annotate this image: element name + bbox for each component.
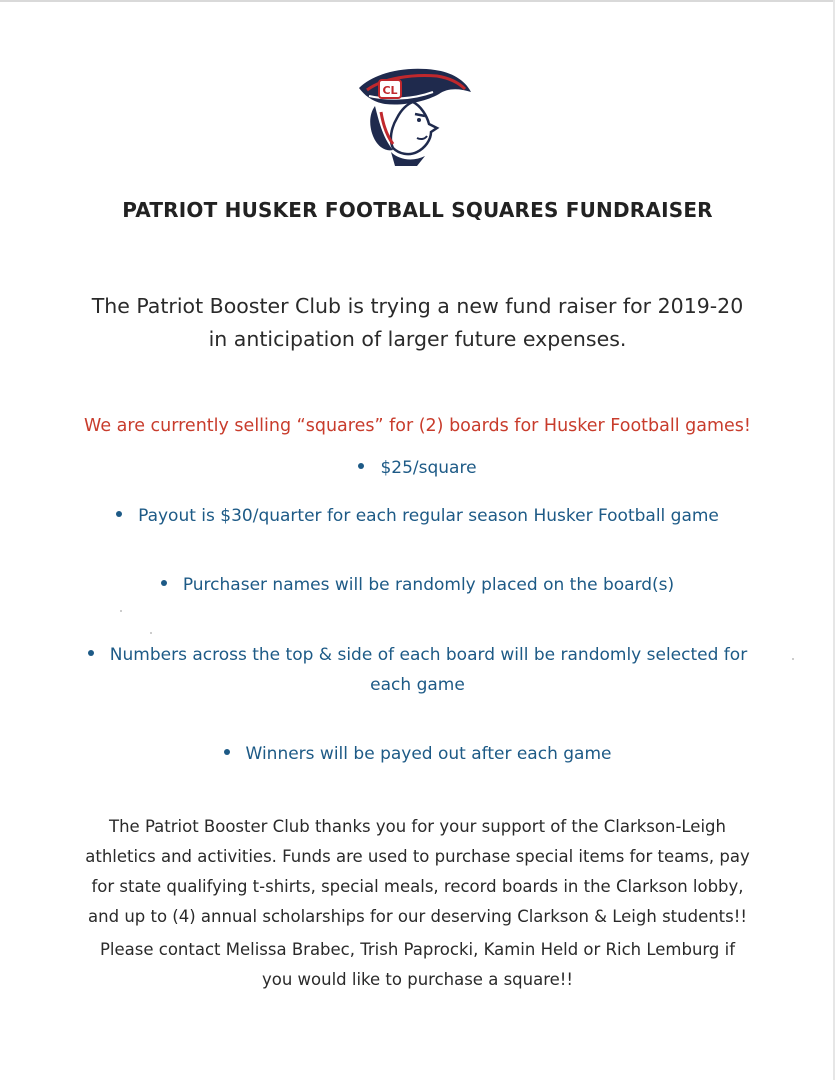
bullet-text: Purchaser names will be randomly placed on the board(s) (182, 575, 675, 595)
bullet-purchaser-names (0, 570, 835, 600)
scan-speck (150, 632, 152, 634)
contact-line: Please contact Melissa Brabec, Trish Paprocki, Kamin Held or Rich Lemburg if (99, 940, 736, 959)
bullet-dot-icon (116, 511, 122, 517)
thank-you-line: athletics and activities. Funds are used to purchase special items for teams, pay (85, 847, 750, 866)
bullet-dot-icon (161, 580, 167, 586)
bullet-numbers (0, 640, 835, 700)
bullet-dot-icon (358, 463, 364, 469)
bullet-price (0, 453, 835, 483)
scan-speck (120, 610, 122, 612)
scan-edge-top (0, 0, 835, 2)
intro-line-1: The Patriot Booster Club is trying a new fund raiser for 2019-20 (91, 294, 744, 318)
bullet-dot-icon (88, 650, 94, 656)
thank-you-paragraph (0, 812, 835, 932)
intro-line-2: in anticipation of larger future expenses. (208, 327, 627, 351)
thank-you-line: The Patriot Booster Club thanks you for your support of the Clarkson-Leigh (109, 817, 726, 836)
bullet-payout (0, 501, 835, 531)
patriot-mascot-logo (355, 66, 473, 166)
logo-monogram: CL (382, 84, 398, 97)
contact-line: you would like to purchase a square!! (261, 970, 574, 989)
bullet-text: Numbers across the top & side of each board will be randomly selected for (109, 645, 748, 665)
intro-paragraph (0, 290, 835, 356)
bullet-winners (0, 739, 835, 769)
thank-you-line: for state qualifying t-shirts, special meals, record boards in the Clarkson lobby, (91, 877, 744, 896)
thank-you-line: and up to (4) annual scholarships for our deserving Clarkson & Leigh students!! (88, 907, 747, 926)
bullet-text: $25/square (380, 458, 477, 478)
squares-announcement: We are currently selling “squares” for (2) boards for Husker Football games! (84, 416, 751, 436)
page-title: PATRIOT HUSKER FOOTBALL SQUARES FUNDRAISER (122, 198, 713, 222)
bullet-text-continued: each game (370, 675, 465, 695)
contact-paragraph (0, 935, 835, 995)
bullet-text: Payout is $30/quarter for each regular season Husker Football game (138, 506, 719, 526)
scan-speck (792, 658, 794, 660)
bullet-dot-icon (224, 749, 230, 755)
bullet-text: Winners will be payed out after each game (245, 744, 612, 764)
